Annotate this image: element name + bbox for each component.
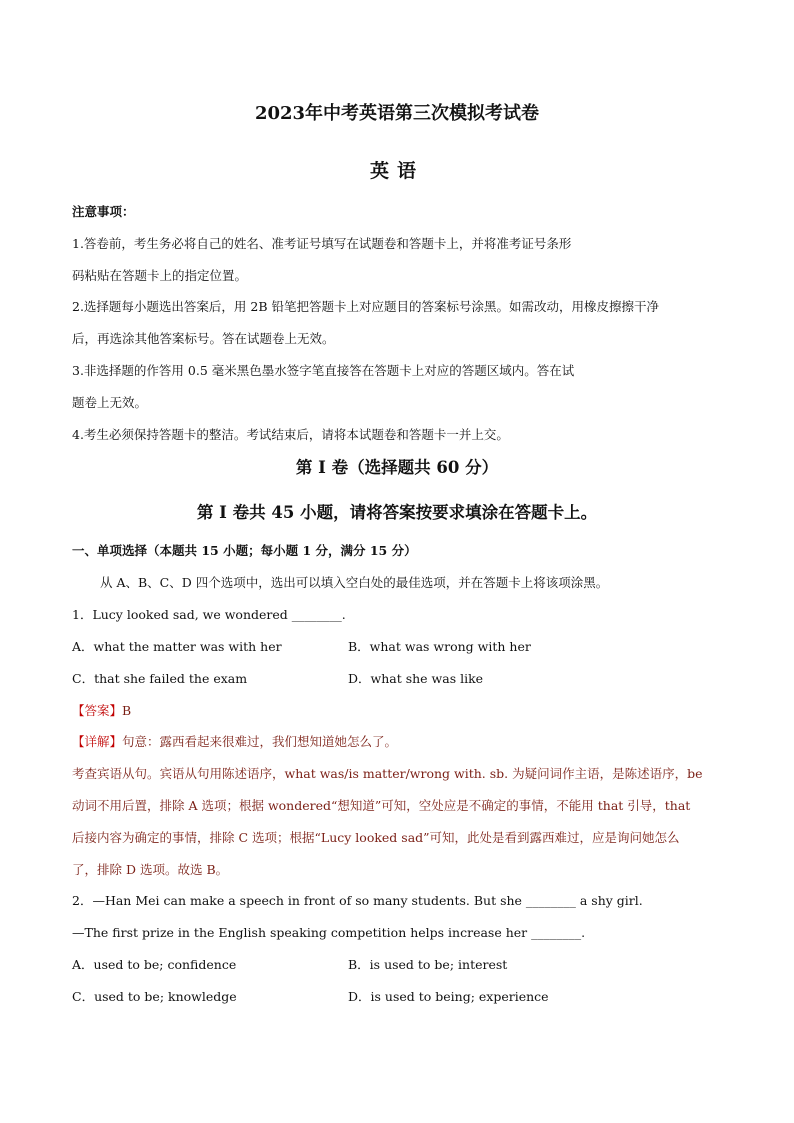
- explain-first: 句意：露西看起来很难过，我们想知道她怎么了。: [122, 734, 398, 749]
- notice-line: 2.选择题每小题选出答案后，用 2B 铅笔把答题卡上对应题目的答案标号涂黑。如需改动，用橡皮擦擦干净: [72, 299, 660, 314]
- notice-line: 3.非选择题的作答用 0.5 毫米黑色墨水签字笔直接答在答题卡上对应的答题区域内。答在试: [72, 363, 575, 378]
- notice-heading: 注意事项：: [72, 204, 135, 219]
- answer-value: B: [122, 703, 132, 718]
- explain-text: 了，排除 D 选项。故选 B。: [72, 862, 229, 877]
- question-stem: 1．Lucy looked sad, we wondered ________.: [72, 607, 346, 622]
- section-heading: 一、单项选择（本题共 15 小题；每小题 1 分，满分 15 分）: [72, 543, 417, 558]
- section-instruction: 从 A、B、C、D 四个选项中，选出可以填入空白处的最佳选项，并在答题卡上将该项涂黑。: [100, 575, 609, 590]
- notice-line: 后，再选涂其他答案标号。答在试题卷上无效。: [72, 331, 335, 346]
- subject-title: 英语: [369, 160, 424, 182]
- question-stem: 2．—Han Mei can make a speech in front of so many students. But she ________ a shy girl.: [72, 893, 643, 908]
- option-d: D．is used to being; experience: [348, 989, 549, 1004]
- notice-line: 码粘贴在答题卡上的指定位置。: [72, 268, 248, 283]
- exam-title: 2023年中考英语第三次模拟考试卷: [254, 103, 540, 124]
- explain-text: 动词不用后置，排除 A 选项；根据 wondered“想知道”可知，空处应是不确定的事情，不能用 that 引导，that: [72, 798, 691, 813]
- explain-label: 【详解】: [72, 734, 123, 749]
- option-b: B．is used to be; interest: [348, 957, 508, 972]
- answer-line: [72, 703, 131, 719]
- explain-line: [72, 734, 397, 750]
- part-title: 第 I 卷（选择题共 60 分）: [295, 458, 499, 477]
- notice-line: 题卷上无效。: [72, 395, 148, 410]
- option-d: D．what she was like: [348, 671, 484, 686]
- answer-label: 【答案】: [72, 703, 123, 718]
- option-a: A．what the matter was with her: [72, 639, 282, 654]
- explain-text: 后接内容为确定的事情，排除 C 选项；根据“Lucy looked sad”可知，此处是看到露西难过，应是询问她怎么: [72, 830, 680, 845]
- option-c: C．that she failed the exam: [72, 671, 248, 686]
- explain-text: 考查宾语从句。宾语从句用陈述语序，what was/is matter/wrong with. sb. 为疑问词作主语，是陈述语序，be: [72, 766, 703, 781]
- notice-line: 4.考生必须保持答题卡的整洁。考试结束后，请将本试题卷和答题卡一并上交。: [72, 427, 509, 442]
- question-stem-response: —The first prize in the English speaking competition helps increase her ________.: [72, 925, 586, 940]
- part-subtitle: 第 I 卷共 45 小题，请将答案按要求填涂在答题卡上。: [196, 503, 598, 522]
- option-b: B．what was wrong with her: [348, 639, 531, 654]
- option-c: C．used to be; knowledge: [72, 989, 237, 1004]
- option-a: A．used to be; confidence: [72, 957, 237, 972]
- notice-line: 1.答卷前，考生务必将自己的姓名、准考证号填写在试题卷和答题卡上，并将准考证号条形: [72, 236, 572, 251]
